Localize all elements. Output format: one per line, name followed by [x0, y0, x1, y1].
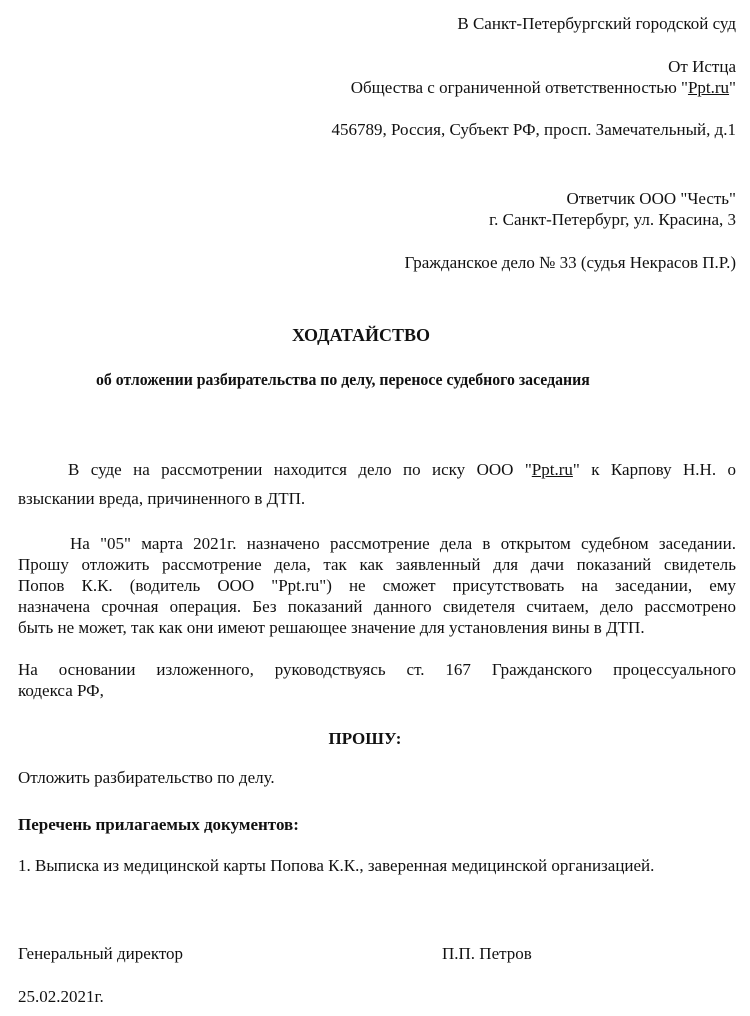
- from-label: От Истца: [668, 57, 736, 76]
- signatory-position: Генеральный директор: [18, 944, 184, 963]
- attachments-heading: Перечень прилагаемых документов:: [18, 815, 299, 834]
- paragraph-3-line-1: На основании изложенного, руководствуясь ст. 167 Гражданского процессуального: [18, 660, 736, 679]
- paragraph-2-line-2: Прошу отложить рассмотрение дела, так как заявленный для дачи показаний свидетель: [18, 555, 736, 574]
- request-text: Отложить разбирательство по делу.: [18, 768, 275, 787]
- document-subtitle: об отложении разбирательства по делу, переносе судебного заседания: [95, 370, 590, 389]
- paragraph-1-line-2: взыскании вреда, причиненного в ДТП.: [18, 489, 306, 508]
- signatory-name: П.П. Петров: [442, 944, 532, 963]
- paragraph-1-line-1: В суде на рассмотрении находится дело по иску ООО "Ppt.ru" к Карпову Н.Н. о: [68, 460, 736, 479]
- request-heading: ПРОШУ:: [328, 729, 402, 748]
- paragraph-2-line-1: На "05" марта 2021г. назначено рассмотрение дела в открытом судебном заседании.: [70, 534, 736, 553]
- paragraph-3-line-2: кодекса РФ,: [18, 681, 104, 700]
- court-addressee: В Санкт-Петербургский городской суд: [457, 14, 736, 33]
- paragraph-2-line-4: назначена срочная операция. Без показаний данного свидетеля считаем, дело рассмотрено: [18, 597, 736, 616]
- plaintiff-name: Общества с ограниченной ответственностью "Ppt.ru": [350, 78, 736, 97]
- paragraph-2-line-5: быть не может, так как они имеют решающее значение для установления вины в ДТП.: [18, 618, 645, 637]
- ppt-link[interactable]: Ppt.ru: [531, 460, 573, 479]
- plaintiff-link[interactable]: Ppt.ru: [687, 78, 730, 97]
- defendant-address: г. Санкт-Петербург, ул. Красина, 3: [489, 210, 736, 229]
- paragraph-2-line-3: Попов К.К. (водитель ООО "Ppt.ru") не сможет присутствовать на заседании, ему: [18, 576, 736, 595]
- case-number: Гражданское дело № 33 (судья Некрасов П.Р.): [404, 253, 736, 272]
- attachment-item: 1. Выписка из медицинской карты Попова К.К., заверенная медицинской организацией.: [18, 856, 655, 875]
- document-title: ХОДАТАЙСТВО: [291, 325, 431, 345]
- plaintiff-address: 456789, Россия, Субъект РФ, просп. Замечательный, д.1: [331, 120, 736, 139]
- defendant-name: Ответчик ООО "Честь": [566, 189, 736, 208]
- document-date: 25.02.2021г.: [18, 987, 104, 1006]
